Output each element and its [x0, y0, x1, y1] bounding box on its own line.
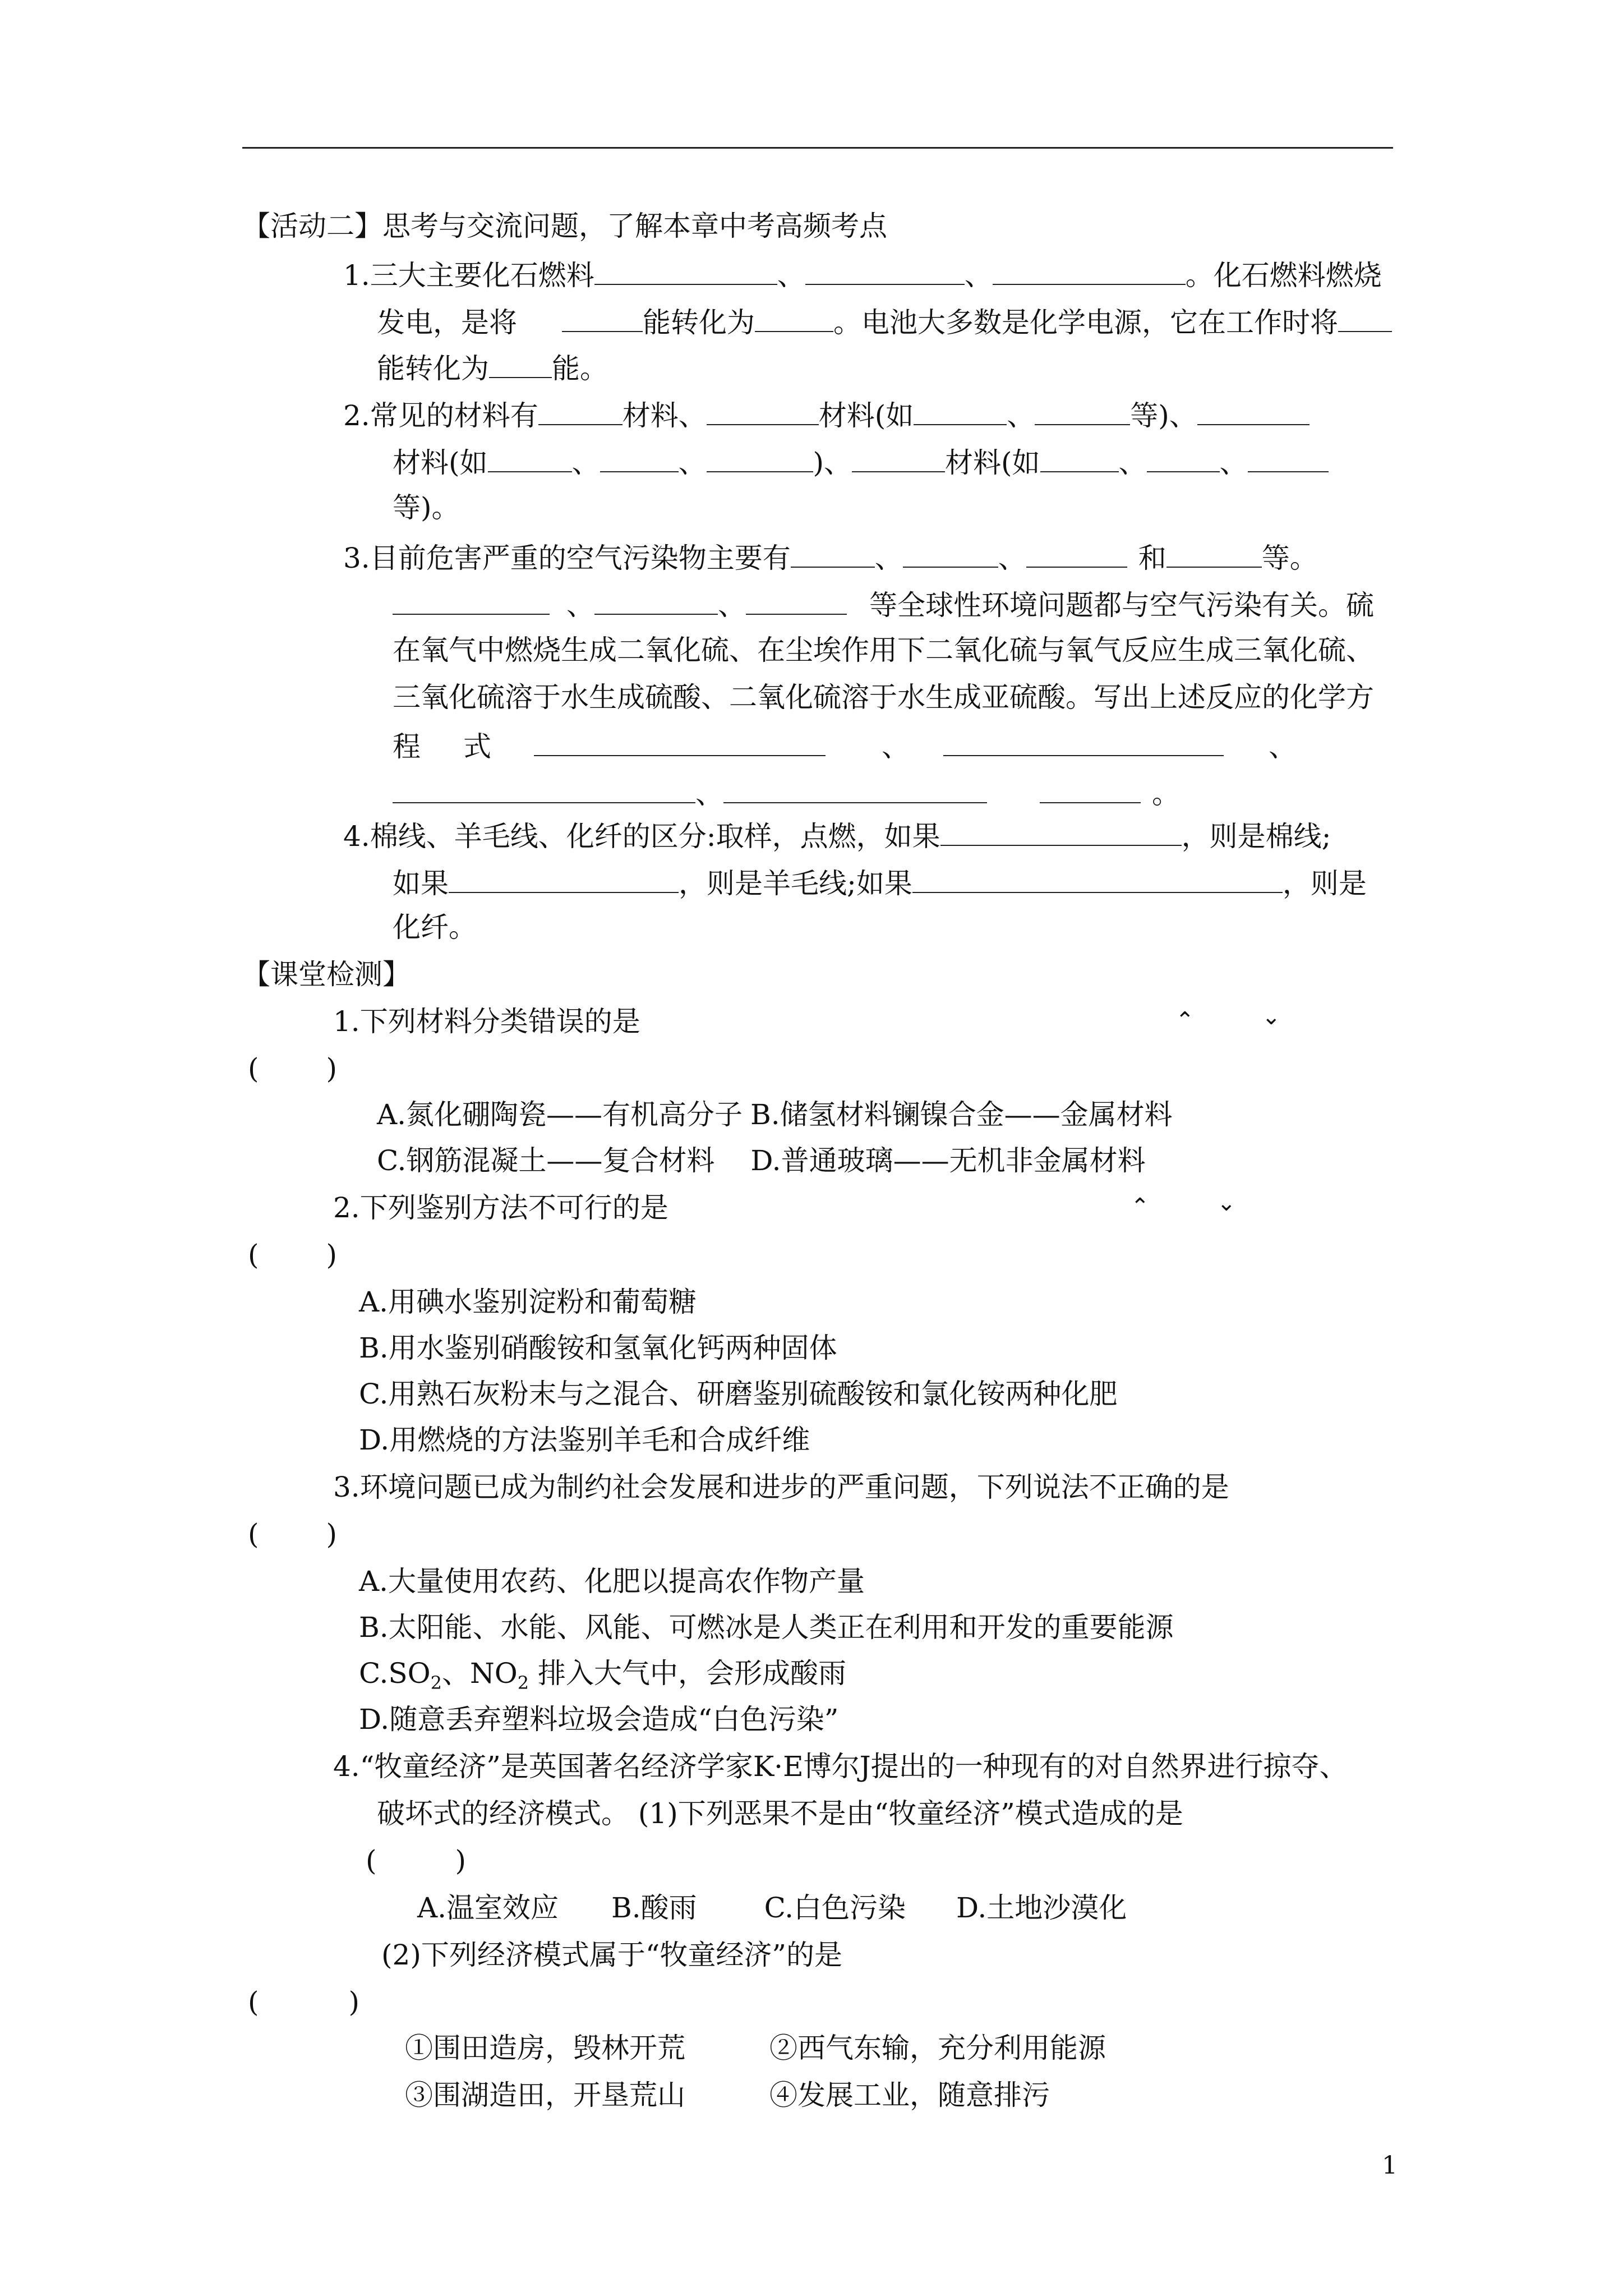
- activity-q3-line6: 、 。: [393, 777, 1180, 808]
- activity-q3-line3: 在氧气中燃烧生成二氧化硫、在尘埃作用下二氧化硫与氧气反应生成三氧化硫、: [393, 634, 1374, 666]
- test-q1-options-ab: A.氮化硼陶瓷——有机高分子 B.储氢材料镧镍合金——金属材料: [377, 1098, 1173, 1131]
- chevron-up-icon: ⌃: [1131, 1194, 1150, 1220]
- test-heading: 【课堂检测】: [242, 958, 411, 991]
- test-q3-option-c: $C.SO_2$、$NO_2$ 排入大气中，会形成酸雨: [359, 1657, 846, 1694]
- test-q4-stem-line1: 4.“牧童经济”是英国著名经济学家K·E博尔J提出的一种现有的对自然界进行掠夺、: [333, 1750, 1348, 1783]
- test-q1-stem: 1.下列材料分类错误的是: [333, 1005, 640, 1038]
- activity-q1-line3: 能转化为 能。: [377, 352, 608, 385]
- test-q4-stem-line2: 破坏式的经济模式。 (1)下列恶果不是由“牧童经济”模式造成的是: [377, 1797, 1183, 1830]
- header-rule: [242, 147, 1393, 149]
- test-q3-option-d: D.随意丢弃塑料垃圾会造成“白色污染”: [359, 1703, 839, 1736]
- activity-q4-line1: 4.棉线、羊毛线、化纤的区分:取样，点燃，如果 ，则是棉线;: [343, 820, 1331, 853]
- test-q3-option-b: B.太阳能、水能、风能、可燃冰是人类正在利用和开发的重要能源: [359, 1611, 1174, 1644]
- chevron-down-icon: ⌄: [1262, 1004, 1281, 1030]
- activity-q2-line2: 材料(如 、 、 )、 材料(如 、 、: [393, 447, 1329, 477]
- page-number: 1: [1382, 2151, 1398, 2180]
- activity-q3-line5: 程 式 、 、: [393, 730, 1297, 763]
- test-q2-stem: 2.下列鉴别方法不可行的是: [333, 1191, 668, 1224]
- test-q2-option-c: C.用熟石灰粉末与之混合、研磨鉴别硫酸铵和氯化铵两种化肥: [359, 1378, 1118, 1410]
- test-q3-answer-paren: ( ): [248, 1518, 338, 1550]
- test-q1-answer-paren: ( ): [248, 1052, 338, 1085]
- test-q4-part2-options-34: ③围湖造田，开垦荒山 ④发展工业，随意排污: [405, 2079, 1050, 2111]
- activity-q4-line3: 化纤。: [393, 911, 477, 944]
- test-q3-option-a: A.大量使用农药、化肥以提高农作物产量: [359, 1565, 865, 1598]
- test-q2-option-b: B.用水鉴别硝酸铵和氢氧化钙两种固体: [359, 1332, 837, 1364]
- activity-q2-line3: 等)。: [393, 491, 460, 524]
- test-q3-stem: 3.环境问题已成为制约社会发展和进步的严重问题，下列说法不正确的是: [333, 1471, 1229, 1503]
- test-q2-answer-paren: ( ): [248, 1239, 338, 1271]
- test-q4-part2-stem: (2)下列经济模式属于“牧童经济”的是: [381, 1939, 842, 1971]
- test-q4-part1-options: A.温室效应 B.酸雨 C.白色污染 D.土地沙漠化: [417, 1892, 1127, 1924]
- activity-q2-line1: 2.常见的材料有 材料、 材料(如 、 等)、: [343, 399, 1310, 430]
- test-q4-part1-answer-paren: ( ): [366, 1844, 467, 1877]
- activity-q1-line2: 发电，是将 能转化为 。电池大多数是化学电源，它在工作时将: [377, 306, 1392, 337]
- activity-heading: 【活动二】思考与交流问题，了解本章中考高频考点: [242, 210, 887, 242]
- test-q4-part2-options-12: ①围田造房，毁林开荒 ②西气东输，充分利用能源: [405, 2032, 1106, 2064]
- activity-q4-line2: 如果 ，则是羊毛线;如果 ，则是: [393, 867, 1367, 900]
- test-q1-options-cd: C.钢筋混凝土——复合材料 D.普通玻璃——无机非金属材料: [377, 1144, 1146, 1177]
- test-q2-option-d: D.用燃烧的方法鉴别羊毛和合成纤维: [359, 1424, 810, 1456]
- activity-q3-line4: 三氧化硫溶于水生成硫酸、二氧化硫溶于水生成亚硫酸。写出上述反应的化学方: [393, 681, 1374, 714]
- chevron-up-icon: ⌃: [1175, 1007, 1195, 1033]
- chevron-down-icon: ⌄: [1217, 1190, 1236, 1216]
- activity-q1-line1: 1.三大主要化石燃料 、 、 。化石燃料燃烧: [343, 259, 1382, 292]
- activity-q3-line1: 3.目前危害严重的空气污染物主要有 、 、 和 等。: [343, 542, 1318, 574]
- activity-q3-line2: 、 、 等全球性环境问题都与空气污染有关。硫: [393, 589, 1374, 619]
- test-q2-option-a: A.用碘水鉴别淀粉和葡萄糖: [359, 1286, 697, 1318]
- test-q4-part2-answer-paren: ( ): [248, 1986, 360, 2018]
